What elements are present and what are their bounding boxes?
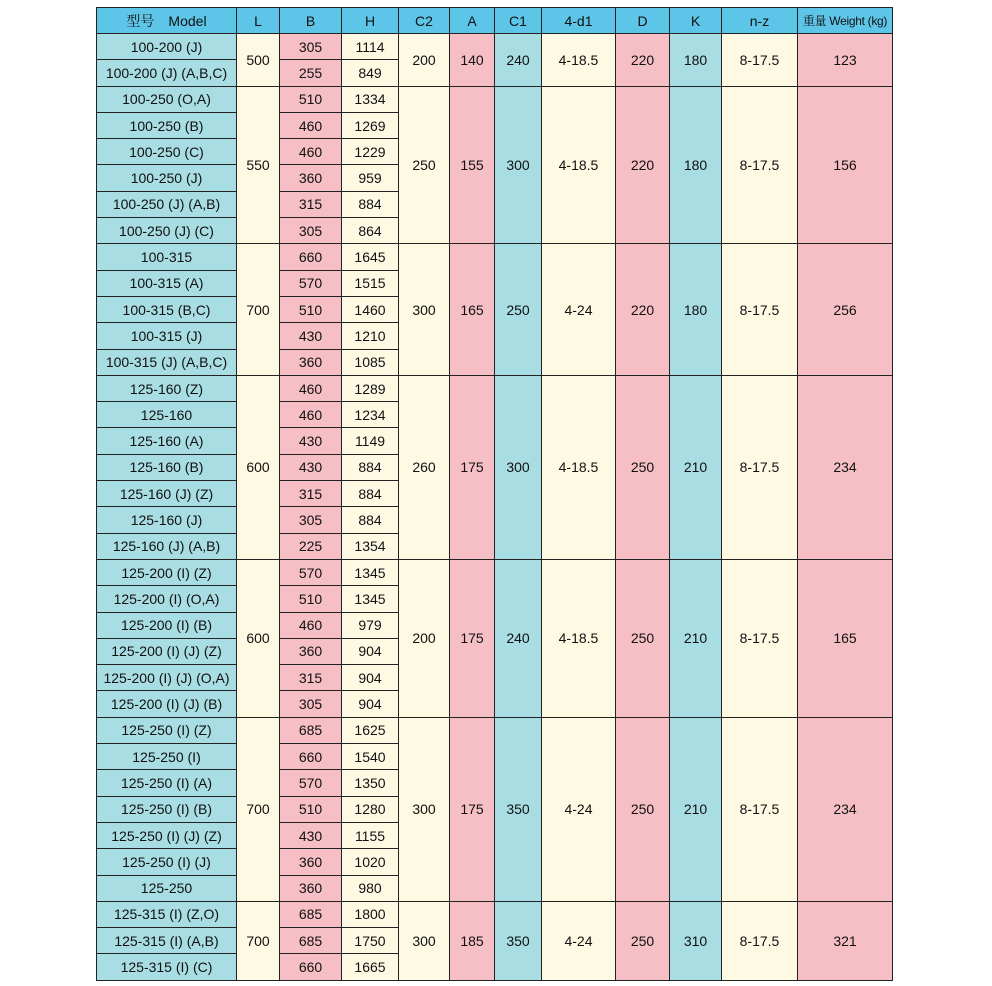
cell-weight: 156 [798, 86, 893, 244]
header-weight: 重量 Weight (kg) [798, 8, 893, 34]
cell-weight: 123 [798, 34, 893, 87]
cell-h: 884 [342, 191, 399, 217]
cell-c1: 350 [495, 901, 542, 980]
cell-b: 315 [280, 481, 342, 507]
table-row [97, 86, 893, 112]
header-model: 型号 Model [97, 8, 237, 34]
table-row [97, 375, 893, 401]
cell-c2: 200 [399, 559, 450, 717]
cell-model: 100-250 (O,A) [97, 86, 237, 112]
cell-a: 155 [450, 86, 495, 244]
table-row [97, 559, 893, 585]
table-row [97, 901, 893, 927]
cell-model: 125-250 (I) (Z) [97, 717, 237, 743]
cell-model: 125-160 (J) (A,B) [97, 533, 237, 559]
cell-model: 125-250 (I) (J) (Z) [97, 822, 237, 848]
cell-n-z: 8-17.5 [722, 717, 798, 901]
cell-b: 225 [280, 533, 342, 559]
table-body [97, 34, 893, 981]
cell-h: 1350 [342, 770, 399, 796]
cell-h: 849 [342, 60, 399, 86]
cell-h: 904 [342, 691, 399, 717]
cell-a: 140 [450, 34, 495, 87]
cell-a: 165 [450, 244, 495, 375]
cell-b: 360 [280, 165, 342, 191]
cell-h: 979 [342, 612, 399, 638]
cell-n-z: 8-17.5 [722, 34, 798, 87]
cell-h: 1234 [342, 402, 399, 428]
cell-b: 305 [280, 34, 342, 60]
cell-4-d1: 4-24 [542, 244, 616, 375]
cell-c1: 300 [495, 375, 542, 559]
header-h: H [342, 8, 399, 34]
cell-h: 1345 [342, 586, 399, 612]
cell-h: 1540 [342, 744, 399, 770]
header-l: L [237, 8, 280, 34]
cell-h: 1289 [342, 375, 399, 401]
cell-a: 185 [450, 901, 495, 980]
cell-h: 904 [342, 638, 399, 664]
cell-h: 1460 [342, 296, 399, 322]
cell-b: 360 [280, 638, 342, 664]
cell-model: 125-160 [97, 402, 237, 428]
cell-h: 1155 [342, 822, 399, 848]
cell-4-d1: 4-18.5 [542, 34, 616, 87]
cell-h: 980 [342, 875, 399, 901]
cell-k: 210 [670, 717, 722, 901]
cell-model: 100-250 (C) [97, 139, 237, 165]
cell-4-d1: 4-24 [542, 717, 616, 901]
cell-model: 100-200 (J) (A,B,C) [97, 60, 237, 86]
cell-b: 460 [280, 612, 342, 638]
cell-model: 125-250 (I) (A) [97, 770, 237, 796]
cell-h: 1665 [342, 954, 399, 980]
cell-b: 460 [280, 402, 342, 428]
cell-d: 220 [616, 244, 670, 375]
cell-model: 125-250 [97, 875, 237, 901]
cell-l: 500 [237, 34, 280, 87]
cell-b: 510 [280, 296, 342, 322]
cell-model: 125-160 (J) [97, 507, 237, 533]
cell-model: 125-200 (I) (O,A) [97, 586, 237, 612]
cell-4-d1: 4-18.5 [542, 559, 616, 717]
cell-c2: 300 [399, 244, 450, 375]
cell-h: 1085 [342, 349, 399, 375]
cell-weight: 234 [798, 717, 893, 901]
cell-c1: 240 [495, 34, 542, 87]
cell-model: 100-315 [97, 244, 237, 270]
header-c2: C2 [399, 8, 450, 34]
cell-model: 125-315 (I) (C) [97, 954, 237, 980]
cell-h: 884 [342, 481, 399, 507]
cell-b: 570 [280, 270, 342, 296]
cell-h: 884 [342, 507, 399, 533]
cell-n-z: 8-17.5 [722, 86, 798, 244]
cell-d: 250 [616, 901, 670, 980]
cell-weight: 256 [798, 244, 893, 375]
cell-b: 570 [280, 770, 342, 796]
cell-h: 1345 [342, 559, 399, 585]
cell-model: 125-160 (A) [97, 428, 237, 454]
cell-b: 430 [280, 428, 342, 454]
header-row [97, 8, 893, 34]
header-d: D [616, 8, 670, 34]
table-row [97, 34, 893, 60]
cell-h: 1800 [342, 901, 399, 927]
cell-c1: 350 [495, 717, 542, 901]
cell-c2: 200 [399, 34, 450, 87]
cell-l: 700 [237, 901, 280, 980]
cell-h: 1114 [342, 34, 399, 60]
cell-4-d1: 4-18.5 [542, 375, 616, 559]
cell-h: 1269 [342, 112, 399, 138]
cell-b: 255 [280, 60, 342, 86]
cell-c2: 260 [399, 375, 450, 559]
cell-c1: 240 [495, 559, 542, 717]
cell-d: 220 [616, 86, 670, 244]
cell-c2: 300 [399, 717, 450, 901]
cell-h: 1280 [342, 796, 399, 822]
cell-b: 430 [280, 822, 342, 848]
cell-n-z: 8-17.5 [722, 375, 798, 559]
cell-b: 305 [280, 218, 342, 244]
cell-model: 100-250 (J) (C) [97, 218, 237, 244]
cell-b: 660 [280, 244, 342, 270]
cell-l: 700 [237, 717, 280, 901]
cell-h: 1515 [342, 270, 399, 296]
cell-n-z: 8-17.5 [722, 244, 798, 375]
cell-b: 460 [280, 139, 342, 165]
cell-l: 600 [237, 375, 280, 559]
cell-k: 180 [670, 86, 722, 244]
cell-model: 125-200 (I) (J) (O,A) [97, 665, 237, 691]
cell-h: 1020 [342, 849, 399, 875]
cell-model: 125-200 (I) (J) (B) [97, 691, 237, 717]
cell-h: 1149 [342, 428, 399, 454]
cell-h: 1625 [342, 717, 399, 743]
cell-c1: 300 [495, 86, 542, 244]
cell-h: 1750 [342, 928, 399, 954]
cell-model: 125-200 (I) (Z) [97, 559, 237, 585]
spec-table [96, 7, 893, 981]
cell-model: 100-250 (J) [97, 165, 237, 191]
header-k: K [670, 8, 722, 34]
cell-b: 460 [280, 112, 342, 138]
cell-weight: 234 [798, 375, 893, 559]
cell-model: 125-200 (I) (J) (Z) [97, 638, 237, 664]
cell-4-d1: 4-24 [542, 901, 616, 980]
cell-model: 100-315 (A) [97, 270, 237, 296]
cell-model: 125-315 (I) (Z,O) [97, 901, 237, 927]
cell-b: 360 [280, 849, 342, 875]
cell-weight: 165 [798, 559, 893, 717]
cell-c1: 250 [495, 244, 542, 375]
cell-b: 305 [280, 507, 342, 533]
cell-c2: 250 [399, 86, 450, 244]
cell-b: 660 [280, 954, 342, 980]
cell-d: 250 [616, 375, 670, 559]
cell-h: 884 [342, 454, 399, 480]
cell-b: 660 [280, 744, 342, 770]
cell-model: 125-160 (B) [97, 454, 237, 480]
cell-h: 1354 [342, 533, 399, 559]
cell-d: 250 [616, 559, 670, 717]
cell-model: 125-250 (I) [97, 744, 237, 770]
cell-weight: 321 [798, 901, 893, 980]
header-a: A [450, 8, 495, 34]
cell-n-z: 8-17.5 [722, 559, 798, 717]
cell-a: 175 [450, 375, 495, 559]
cell-model: 125-160 (Z) [97, 375, 237, 401]
cell-k: 310 [670, 901, 722, 980]
cell-k: 210 [670, 375, 722, 559]
cell-model: 100-200 (J) [97, 34, 237, 60]
cell-h: 1210 [342, 323, 399, 349]
cell-model: 100-315 (J) (A,B,C) [97, 349, 237, 375]
cell-k: 210 [670, 559, 722, 717]
cell-c2: 300 [399, 901, 450, 980]
cell-d: 220 [616, 34, 670, 87]
cell-b: 460 [280, 375, 342, 401]
cell-b: 510 [280, 796, 342, 822]
cell-model: 125-315 (I) (A,B) [97, 928, 237, 954]
cell-l: 550 [237, 86, 280, 244]
cell-h: 1229 [342, 139, 399, 165]
cell-b: 315 [280, 665, 342, 691]
cell-model: 100-250 (B) [97, 112, 237, 138]
cell-model: 125-250 (I) (J) [97, 849, 237, 875]
header-n-z: n-z [722, 8, 798, 34]
cell-k: 180 [670, 34, 722, 87]
cell-h: 1645 [342, 244, 399, 270]
cell-b: 685 [280, 901, 342, 927]
cell-b: 305 [280, 691, 342, 717]
cell-k: 180 [670, 244, 722, 375]
cell-b: 510 [280, 586, 342, 612]
cell-b: 510 [280, 86, 342, 112]
cell-b: 360 [280, 349, 342, 375]
cell-h: 959 [342, 165, 399, 191]
cell-n-z: 8-17.5 [722, 901, 798, 980]
cell-b: 685 [280, 928, 342, 954]
cell-model: 100-250 (J) (A,B) [97, 191, 237, 217]
cell-model: 125-250 (I) (B) [97, 796, 237, 822]
cell-model: 100-315 (J) [97, 323, 237, 349]
cell-b: 315 [280, 191, 342, 217]
cell-d: 250 [616, 717, 670, 901]
cell-model: 125-200 (I) (B) [97, 612, 237, 638]
cell-4-d1: 4-18.5 [542, 86, 616, 244]
cell-a: 175 [450, 717, 495, 901]
table-row [97, 717, 893, 743]
cell-l: 700 [237, 244, 280, 375]
header-c1: C1 [495, 8, 542, 34]
cell-b: 360 [280, 875, 342, 901]
cell-b: 430 [280, 454, 342, 480]
cell-model: 100-315 (B,C) [97, 296, 237, 322]
cell-model: 125-160 (J) (Z) [97, 481, 237, 507]
cell-l: 600 [237, 559, 280, 717]
cell-h: 1334 [342, 86, 399, 112]
cell-b: 685 [280, 717, 342, 743]
cell-h: 864 [342, 218, 399, 244]
cell-b: 570 [280, 559, 342, 585]
table-row [97, 244, 893, 270]
header-b: B [280, 8, 342, 34]
cell-a: 175 [450, 559, 495, 717]
cell-h: 904 [342, 665, 399, 691]
cell-b: 430 [280, 323, 342, 349]
header-4-d1: 4-d1 [542, 8, 616, 34]
